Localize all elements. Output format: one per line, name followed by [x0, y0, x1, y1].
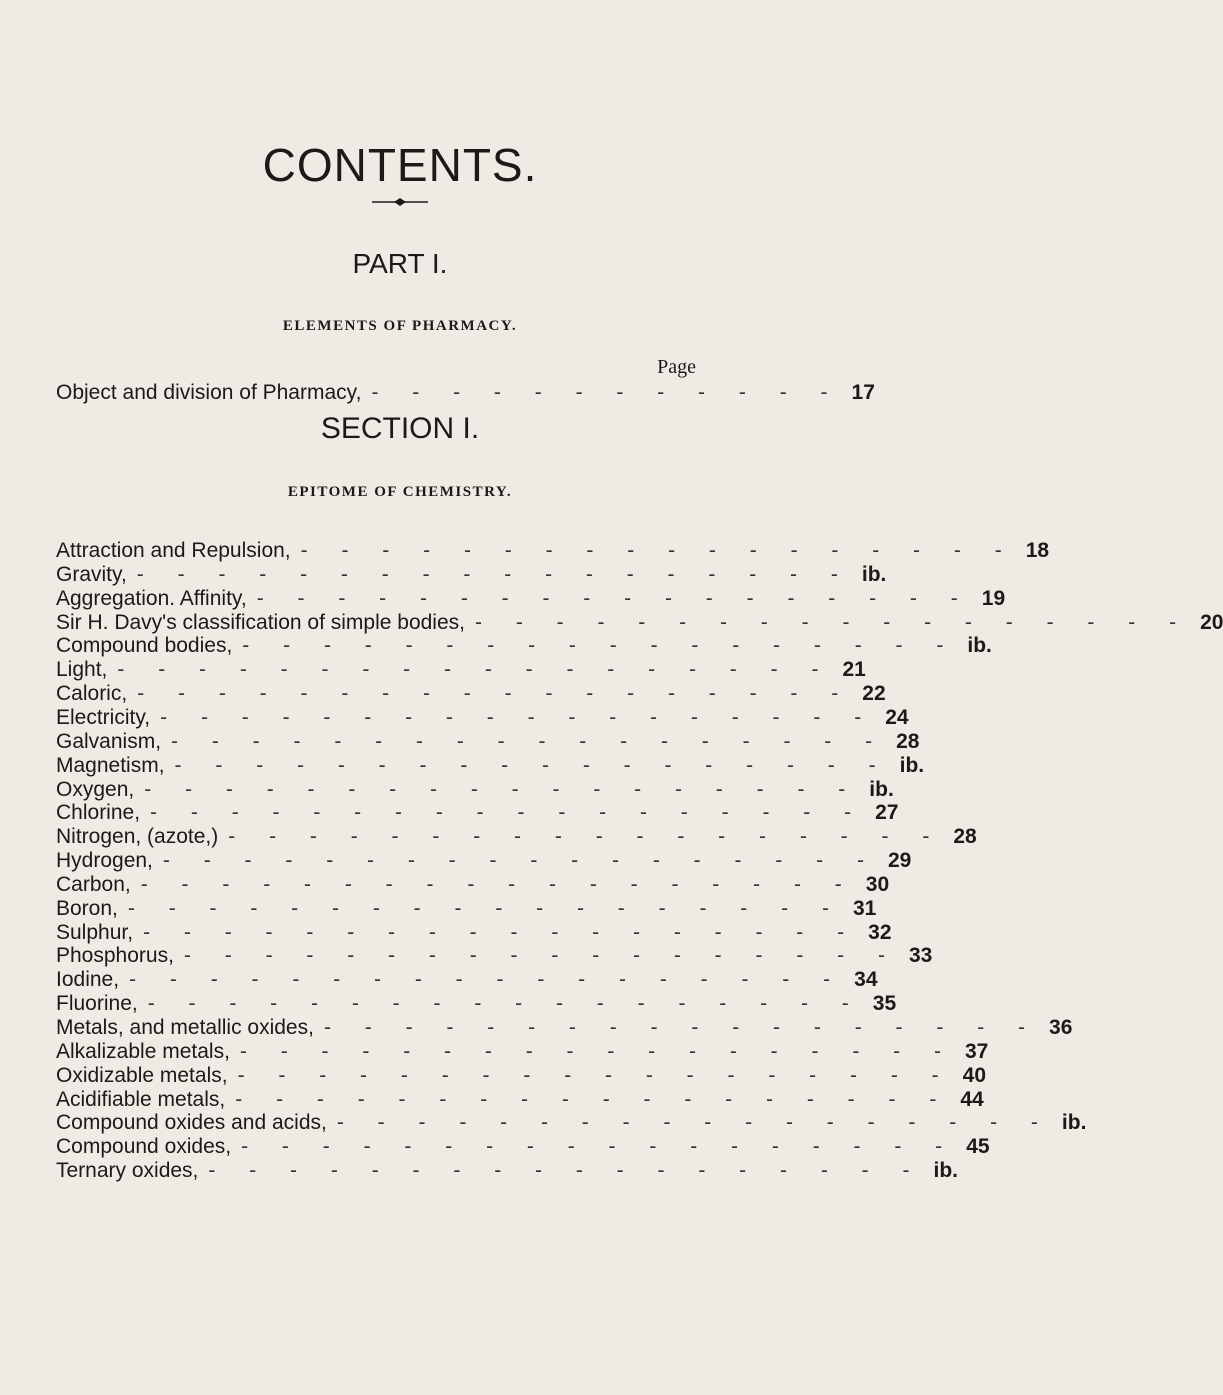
entry-page: 35 — [872, 992, 897, 1016]
entry-page: ib. — [933, 1159, 958, 1183]
dot-leader: - - - - - - - - - - - - - - - - - - — [256, 586, 972, 610]
entry-page: ib. — [967, 634, 992, 658]
dot-leader: - - - - - - - - - - - - - - - - - - — [235, 1087, 951, 1111]
list-item — [56, 657, 866, 683]
entry-page: 32 — [868, 920, 892, 944]
list-item — [56, 1158, 958, 1184]
entry-page: 24 — [885, 705, 909, 729]
entry-label: Chlorine, — [56, 801, 141, 825]
entry-page: 45 — [966, 1135, 990, 1159]
entry-label: Sulphur, — [56, 920, 134, 944]
entry-page: ib. — [869, 777, 894, 801]
dot-leader: - - - - - - - - - - - - - - - - - - — [171, 729, 887, 753]
entry-label: Object and division of Pharmacy, — [56, 381, 362, 404]
entry-label: Nitrogen, (azote,) — [56, 825, 219, 849]
entry-page: 19 — [981, 586, 1006, 610]
entry-label: Electricity, — [56, 705, 151, 729]
list-item — [56, 753, 925, 779]
list-item — [56, 729, 920, 755]
entry-label: Carbon, — [56, 872, 131, 896]
dot-leader: - - - - - - - - - - - - - - - - - - — [162, 849, 878, 873]
list-item — [56, 824, 977, 850]
list-item — [56, 872, 890, 898]
list-item — [56, 1134, 990, 1160]
entry-label: Light, — [56, 658, 108, 682]
dot-leader: - - - - - - - - - - - - - - - - - - — [136, 562, 852, 586]
entry-label: Alkalizable metals, — [56, 1039, 230, 1063]
dot-leader: - - - - - - - - - - - - - - - - - - — [228, 825, 944, 849]
page-title: CONTENTS. — [262, 139, 538, 191]
entry-page: ib. — [861, 562, 887, 586]
dot-leader: - - - - - - - - - - - - - - - - - - — [143, 920, 859, 944]
dot-leader: - - - - - - - - - - - - - - - - - - — [127, 896, 843, 920]
entry-label: Iodine, — [56, 968, 120, 992]
list-item — [56, 1087, 984, 1113]
entry-page: 30 — [865, 872, 890, 896]
entry-page: 34 — [854, 968, 878, 992]
entry-label: Ternary oxides, — [56, 1159, 199, 1183]
entry-page: ib. — [1061, 1111, 1087, 1135]
entry-page: 29 — [887, 849, 912, 873]
dot-leader: - - - - - - - - - - - - - - - - - - — [129, 968, 845, 992]
entry-page: 20 — [1200, 610, 1223, 634]
entry-page: 27 — [875, 801, 899, 825]
ornament-rule-icon — [370, 196, 430, 208]
list-item — [56, 943, 933, 969]
entry-page: 36 — [1049, 1016, 1073, 1039]
entry-label: Hydrogen, — [56, 849, 153, 873]
list-item — [56, 848, 912, 874]
list-item — [56, 896, 877, 922]
entry-page: 18 — [1025, 539, 1050, 562]
list-item — [56, 777, 894, 803]
entry-label: Compound oxides, — [56, 1135, 232, 1159]
part-title: PART I. — [352, 248, 448, 279]
page-column-label: Page — [657, 356, 696, 378]
entry-page: 17 — [851, 381, 875, 404]
list-item — [56, 967, 878, 993]
entry-page: 28 — [953, 825, 977, 849]
dot-leader: - - - - - - - - - - - - - - - - - - — [336, 1111, 1052, 1135]
entry-label: Oxygen, — [56, 777, 135, 801]
dot-leader: - - - - - - - - - - - - - - - - - - — [241, 1135, 957, 1159]
entry-page: 40 — [962, 1063, 987, 1087]
entry-label: Phosphorus, — [56, 944, 174, 968]
list-item — [56, 705, 909, 731]
entry-label: Attraction and Repulsion, — [56, 539, 291, 562]
dot-leader: - - - - - - - - - - - - - - - - - - — [183, 944, 899, 968]
dot-leader: - - - - - - - - - - - - - - - - - - — [237, 1063, 953, 1087]
dot-leader: - - - - - - - - - - - - - - - - - - — [147, 992, 863, 1016]
dot-leader: - - - - - - - - - - - - - - - - - - — [323, 1016, 1040, 1039]
section-subtitle: EPITOME OF CHEMISTRY. — [287, 484, 513, 500]
list-item — [56, 1110, 1087, 1136]
entry-label: Sir H. Davy's classification of simple bodies, — [56, 610, 465, 634]
list-item — [56, 562, 887, 588]
dot-leader: - - - - - - - - - - - - - - - - - - — [117, 658, 833, 682]
list-item — [56, 586, 1006, 612]
entry-page: 33 — [909, 944, 933, 968]
entry-label: Compound oxides and acids, — [56, 1111, 327, 1135]
dot-leader: - - - - - - - - - - - - - - - - - - — [208, 1159, 924, 1183]
dot-leader: - - - - - - - - - - - - - - - - - - — [300, 539, 1016, 562]
entry-label: Caloric, — [56, 682, 128, 706]
dot-leader: - - - - - - - - - - - - - - - - - - — [475, 610, 1191, 634]
entry-label: Gravity, — [56, 562, 127, 586]
dot-leader: - - - - - - - - - - - - - - - - - - — [242, 634, 958, 658]
entry-label: Compound bodies, — [56, 634, 233, 658]
entry-label: Acidifiable metals, — [56, 1087, 226, 1111]
list-item — [56, 633, 992, 659]
entry-page: 28 — [896, 729, 920, 753]
entry-label: Oxidizable metals, — [56, 1063, 228, 1087]
list-item — [56, 991, 897, 1017]
section-title: SECTION I. — [320, 412, 480, 445]
dot-leader: - - - - - - - - - - - - — [371, 381, 842, 404]
entry-page: 22 — [862, 682, 886, 706]
list-item — [56, 800, 899, 826]
list-item — [56, 1063, 987, 1089]
part-subtitle: ELEMENTS OF PHARMACY. — [282, 318, 518, 334]
entry-label: Galvanism, — [56, 729, 162, 753]
list-item — [56, 920, 892, 946]
dot-leader: - - - - - - - - - - - - - - - - - - — [140, 872, 856, 896]
list-item — [56, 610, 1223, 636]
entry-page: 21 — [842, 658, 866, 682]
list-item — [56, 681, 886, 707]
list-item — [56, 1039, 989, 1065]
dot-leader: - - - - - - - - - - - - - - - - - - — [160, 705, 876, 729]
list-item — [56, 538, 1050, 564]
dot-leader: - - - - - - - - - - - - - - - - - - — [137, 682, 853, 706]
intro-entry — [56, 380, 875, 406]
dot-leader: - - - - - - - - - - - - - - - - - - — [150, 801, 866, 825]
entry-page: ib. — [899, 753, 925, 777]
dot-leader: - - - - - - - - - - - - - - - - - - — [239, 1039, 955, 1063]
entry-label: Boron, — [56, 896, 118, 920]
dot-leader: - - - - - - - - - - - - - - - - - - — [144, 777, 860, 801]
entry-page: 37 — [964, 1039, 989, 1063]
entry-page: 31 — [852, 896, 877, 920]
entry-page: 44 — [960, 1087, 984, 1111]
list-item — [56, 1015, 1073, 1041]
entry-label: Metals, and metallic oxides, — [56, 1016, 314, 1039]
entry-label: Aggregation. Affinity, — [56, 586, 247, 610]
dot-leader: - - - - - - - - - - - - - - - - - - — [174, 753, 890, 777]
entry-label: Fluorine, — [56, 992, 138, 1016]
entry-label: Magnetism, — [56, 753, 165, 777]
